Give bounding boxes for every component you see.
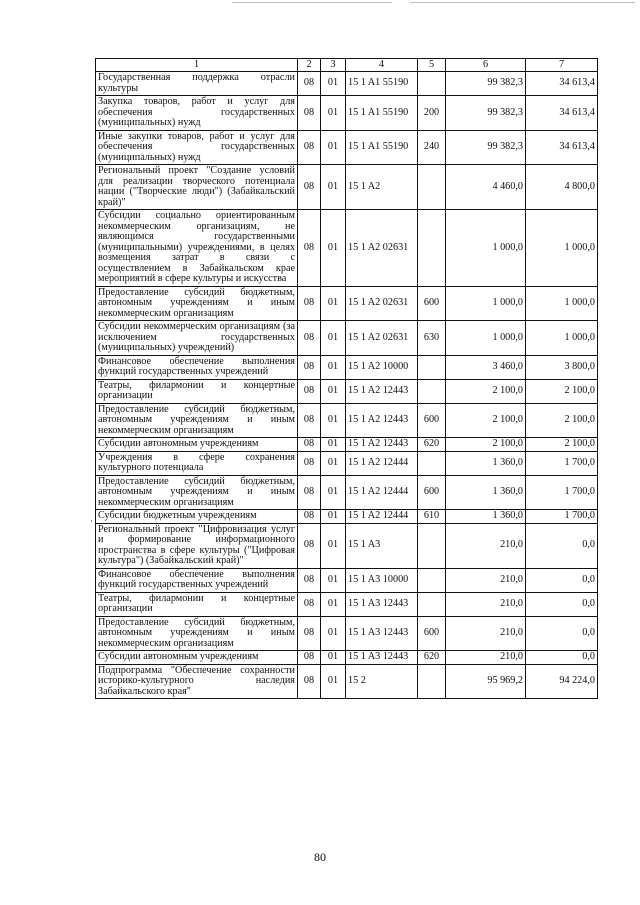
amount-year-1: 4 460,0	[446, 165, 526, 210]
amount-year-1: 210,0	[446, 651, 526, 665]
amount-year-1: 99 382,3	[446, 72, 526, 96]
section-code: 08	[298, 523, 321, 568]
amount-year-1: 99 382,3	[446, 130, 526, 165]
table-row	[96, 451, 598, 475]
amount-year-2: 4 800,0	[526, 165, 598, 210]
header-col-4: 4	[346, 59, 418, 72]
amount-year-1: 210,0	[446, 616, 526, 651]
scan-mark: ·	[90, 516, 93, 526]
subsection-code: 01	[321, 568, 346, 592]
header-col-3: 3	[321, 59, 346, 72]
row-name: Предоставление субсидий бюджетным, автономным учреждениям и иным некоммерческим организациям	[96, 616, 298, 651]
row-name: Иные закупки товаров, работ и услуг для обеспечения государственных (муниципальных) нужд	[96, 130, 298, 165]
amount-year-1: 2 100,0	[446, 379, 526, 403]
subsection-code: 01	[321, 616, 346, 651]
amount-year-2: 1 000,0	[526, 321, 598, 356]
target-article-code: 15 1 A2 02631	[346, 286, 418, 321]
amount-year-2: 1 000,0	[526, 286, 598, 321]
header-row	[96, 59, 598, 72]
section-code: 08	[298, 438, 321, 452]
row-name: Региональный проект "Создание условий для реализации творческого потенциала нации ("Творческие люди") (Забайкальский край)"	[96, 165, 298, 210]
table-row	[96, 72, 598, 96]
expense-type-code	[418, 451, 446, 475]
expense-type-code: 630	[418, 321, 446, 356]
expense-type-code	[418, 72, 446, 96]
amount-year-2: 3 800,0	[526, 355, 598, 379]
section-code: 08	[298, 130, 321, 165]
amount-year-1: 1 360,0	[446, 451, 526, 475]
subsection-code: 01	[321, 72, 346, 96]
target-article-code: 15 1 A3 10000	[346, 568, 418, 592]
section-code: 08	[298, 321, 321, 356]
amount-year-2: 1 700,0	[526, 510, 598, 524]
section-code: 08	[298, 165, 321, 210]
row-name: Предоставление субсидий бюджетным, автономным учреждениям и иным некоммерческим организациям	[96, 475, 298, 510]
amount-year-2: 0,0	[526, 592, 598, 616]
target-article-code: 15 1 A2 12444	[346, 451, 418, 475]
table-row	[96, 130, 598, 165]
table-row	[96, 210, 598, 287]
section-code: 08	[298, 475, 321, 510]
amount-year-2: 2 100,0	[526, 438, 598, 452]
amount-year-1: 99 382,3	[446, 96, 526, 131]
table-row	[96, 286, 598, 321]
section-code: 08	[298, 616, 321, 651]
table-body	[96, 72, 598, 699]
section-code: 08	[298, 96, 321, 131]
row-name: Субсидии автономным учреждениям	[96, 651, 298, 665]
subsection-code: 01	[321, 130, 346, 165]
amount-year-2: 1 000,0	[526, 210, 598, 287]
target-article-code: 15 1 A2 02631	[346, 321, 418, 356]
amount-year-2: 0,0	[526, 651, 598, 665]
amount-year-2: 34 613,4	[526, 130, 598, 165]
subsection-code: 01	[321, 664, 346, 699]
row-name: Подпрограмма "Обеспечение сохранности историко-культурного наследия Забайкальского края"	[96, 664, 298, 699]
target-article-code: 15 1 A2 12444	[346, 510, 418, 524]
target-article-code: 15 1 A2	[346, 165, 418, 210]
expense-type-code	[418, 592, 446, 616]
expense-type-code	[418, 355, 446, 379]
subsection-code: 01	[321, 286, 346, 321]
row-name: Театры, филармонии и концертные организации	[96, 379, 298, 403]
section-code: 08	[298, 451, 321, 475]
target-article-code: 15 1 A3 12443	[346, 651, 418, 665]
header-col-5: 5	[418, 59, 446, 72]
amount-year-1: 1 360,0	[446, 475, 526, 510]
section-code: 08	[298, 568, 321, 592]
budget-table	[95, 58, 598, 699]
table-row	[96, 523, 598, 568]
expense-type-code	[418, 165, 446, 210]
amount-year-2: 2 100,0	[526, 379, 598, 403]
header-col-1: 1	[96, 59, 298, 72]
subsection-code: 01	[321, 379, 346, 403]
subsection-code: 01	[321, 96, 346, 131]
table-row	[96, 438, 598, 452]
target-article-code: 15 1 A3	[346, 523, 418, 568]
section-code: 08	[298, 379, 321, 403]
target-article-code: 15 1 A2 12443	[346, 379, 418, 403]
subsection-code: 01	[321, 321, 346, 356]
header-col-6: 6	[446, 59, 526, 72]
amount-year-1: 1 360,0	[446, 510, 526, 524]
expense-type-code: 620	[418, 438, 446, 452]
amount-year-2: 1 700,0	[526, 475, 598, 510]
expense-type-code: 620	[418, 651, 446, 665]
expense-type-code: 600	[418, 403, 446, 438]
section-code: 08	[298, 403, 321, 438]
table-row	[96, 96, 598, 131]
subsection-code: 01	[321, 210, 346, 287]
section-code: 08	[298, 592, 321, 616]
header-col-7: 7	[526, 59, 598, 72]
expense-type-code: 600	[418, 616, 446, 651]
section-code: 08	[298, 72, 321, 96]
table-row	[96, 321, 598, 356]
target-article-code: 15 1 A1 55190	[346, 130, 418, 165]
subsection-code: 01	[321, 403, 346, 438]
section-code: 08	[298, 355, 321, 379]
amount-year-2: 0,0	[526, 568, 598, 592]
target-article-code: 15 1 A2 12443	[346, 438, 418, 452]
subsection-code: 01	[321, 165, 346, 210]
row-name: Финансовое обеспечение выполнения функций государственных учреждений	[96, 355, 298, 379]
amount-year-2: 34 613,4	[526, 72, 598, 96]
target-article-code: 15 1 A1 55190	[346, 96, 418, 131]
amount-year-2: 2 100,0	[526, 403, 598, 438]
amount-year-1: 210,0	[446, 568, 526, 592]
scan-artifact-line	[410, 2, 635, 3]
amount-year-1: 95 969,2	[446, 664, 526, 699]
row-name: Закупка товаров, работ и услуг для обеспечения государственных (муниципальных) нужд	[96, 96, 298, 131]
expense-type-code: 600	[418, 475, 446, 510]
row-name: Предоставление субсидий бюджетным, автономным учреждениям и иным некоммерческим организациям	[96, 286, 298, 321]
amount-year-2: 0,0	[526, 616, 598, 651]
target-article-code: 15 1 A3 12443	[346, 616, 418, 651]
section-code: 08	[298, 210, 321, 287]
row-name: Финансовое обеспечение выполнения функций государственных учреждений	[96, 568, 298, 592]
subsection-code: 01	[321, 523, 346, 568]
amount-year-2: 94 224,0	[526, 664, 598, 699]
row-name: Предоставление субсидий бюджетным, автономным учреждениям и иным некоммерческим организациям	[96, 403, 298, 438]
amount-year-1: 1 000,0	[446, 210, 526, 287]
section-code: 08	[298, 651, 321, 665]
target-article-code: 15 1 A2 02631	[346, 210, 418, 287]
target-article-code: 15 1 A2 12444	[346, 475, 418, 510]
row-name: Театры, филармонии и концертные организации	[96, 592, 298, 616]
expense-type-code: 240	[418, 130, 446, 165]
amount-year-2: 34 613,4	[526, 96, 598, 131]
table-row	[96, 165, 598, 210]
scan-artifact-line	[232, 2, 392, 3]
amount-year-1: 2 100,0	[446, 438, 526, 452]
amount-year-1: 210,0	[446, 523, 526, 568]
section-code: 08	[298, 286, 321, 321]
page-number: 80	[314, 850, 326, 864]
amount-year-1: 210,0	[446, 592, 526, 616]
amount-year-2: 1 700,0	[526, 451, 598, 475]
table-row	[96, 651, 598, 665]
table-row	[96, 568, 598, 592]
subsection-code: 01	[321, 451, 346, 475]
header-col-2: 2	[298, 59, 321, 72]
row-name: Субсидии бюджетным учреждениям	[96, 510, 298, 524]
subsection-code: 01	[321, 510, 346, 524]
amount-year-1: 1 000,0	[446, 286, 526, 321]
subsection-code: 01	[321, 475, 346, 510]
section-code: 08	[298, 510, 321, 524]
row-name: Субсидии автономным учреждениям	[96, 438, 298, 452]
subsection-code: 01	[321, 355, 346, 379]
table-row	[96, 355, 598, 379]
target-article-code: 15 1 A2 12443	[346, 403, 418, 438]
row-name: Региональный проект "Цифровизация услуг и формирование информационного пространства в сфере культуры ("Цифровая культура") (Забайкальский край)"	[96, 523, 298, 568]
expense-type-code	[418, 664, 446, 699]
expense-type-code	[418, 210, 446, 287]
target-article-code: 15 1 A1 55190	[346, 72, 418, 96]
expense-type-code	[418, 379, 446, 403]
table-row	[96, 592, 598, 616]
table-row	[96, 403, 598, 438]
expense-type-code: 200	[418, 96, 446, 131]
amount-year-1: 2 100,0	[446, 403, 526, 438]
target-article-code: 15 1 A3 12443	[346, 592, 418, 616]
expense-type-code	[418, 568, 446, 592]
row-name: Субсидии некоммерческим организациям (за исключением государственных (муниципальных) учреждений)	[96, 321, 298, 356]
table-row	[96, 510, 598, 524]
table-row	[96, 664, 598, 699]
subsection-code: 01	[321, 651, 346, 665]
expense-type-code	[418, 523, 446, 568]
table-row	[96, 475, 598, 510]
expense-type-code: 610	[418, 510, 446, 524]
subsection-code: 01	[321, 592, 346, 616]
target-article-code: 15 2	[346, 664, 418, 699]
table-row	[96, 616, 598, 651]
amount-year-1: 3 460,0	[446, 355, 526, 379]
expense-type-code: 600	[418, 286, 446, 321]
table-header	[96, 59, 598, 72]
subsection-code: 01	[321, 438, 346, 452]
amount-year-1: 1 000,0	[446, 321, 526, 356]
table-row	[96, 379, 598, 403]
row-name: Субсидии социально ориентированным некоммерческим организациям, не являющимся государственными (муниципальными) учреждениями, в целях возмещения затрат в связи с осуществлением в Забайкальском крае мероприятий в сфере культуры и искусства	[96, 210, 298, 287]
amount-year-2: 0,0	[526, 523, 598, 568]
target-article-code: 15 1 A2 10000	[346, 355, 418, 379]
row-name: Государственная поддержка отрасли культуры	[96, 72, 298, 96]
row-name: Учреждения в сфере сохранения культурного потенциала	[96, 451, 298, 475]
section-code: 08	[298, 664, 321, 699]
